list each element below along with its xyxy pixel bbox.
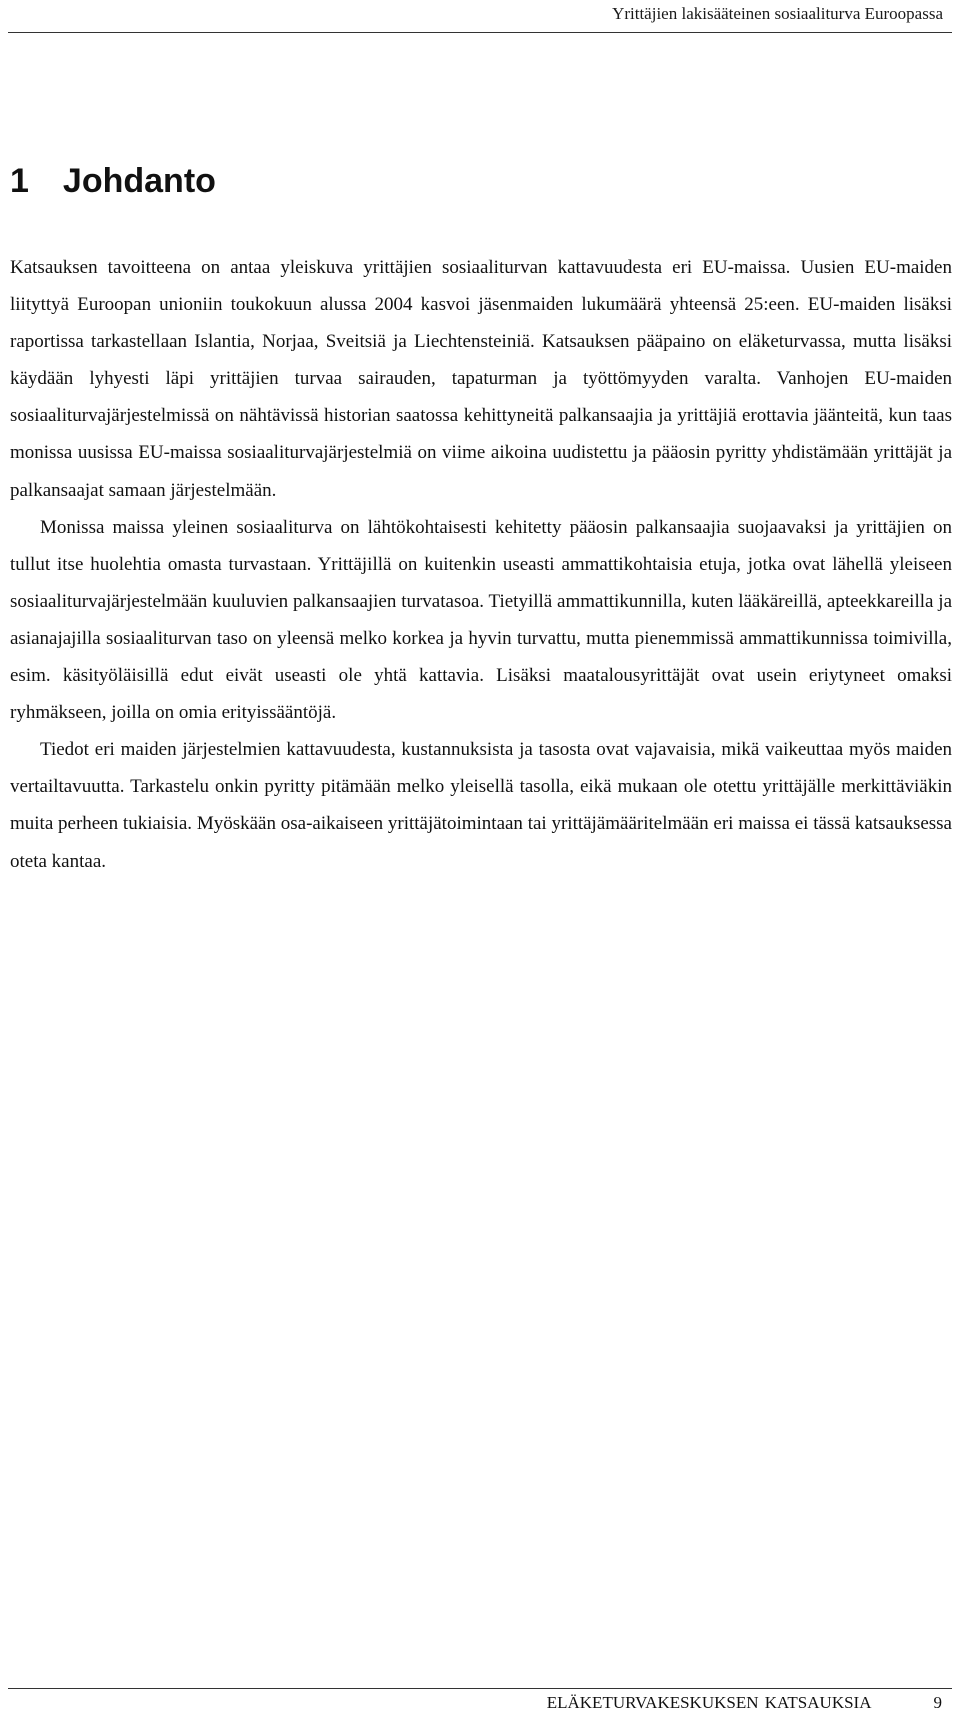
header-rule (8, 32, 952, 33)
paragraph-1: Katsauksen tavoitteena on antaa yleiskuva yrittäjien sosiaaliturvan kattavuudesta eri EU-maissa. Uusien EU-maiden liityttyä Euroopan unioniin toukokuun alussa 2004 kasvoi jäsenmaiden lukumäärä yhteensä 25:een. EU-maiden lisäksi raportissa tarkastellaan Islantia, Norjaa, Sveitsiä ja Liechtensteiniä. Katsauksen pääpaino on eläketurvassa, mutta lisäksi käydään lyhyesti läpi yrittäjien turvaa sairauden, tapaturman ja työttömyyden varalta. Vanhojen EU-maiden sosiaaliturvajärjestelmissä on nähtävissä historian saatossa kehittyneitä palkansaajia ja yrittäjiä erottavia jäänteitä, kun taas monissa uusissa EU-maissa sosiaaliturvajärjestelmiä on viime aikoina uudistettu ja pääosin pyritty yhdistämään yrittäjät ja palkansaajat samaan järjestelmään. (10, 257, 952, 501)
chapter-title-text: Johdanto (62, 162, 216, 200)
page-number: 9 (933, 1693, 942, 1712)
footer-text (547, 1689, 942, 1717)
chapter-number: 1 (10, 162, 29, 200)
running-footer (8, 1688, 952, 1712)
paragraph-2: Monissa maissa yleinen sosiaaliturva on lähtökohtaisesti kehitetty pääosin palkansaajia suojaavaksi ja yrittäjien on tullut itse huolehtia omasta turvastaan. Yrittäjillä on kuitenkin useasti ammattikohtaisia etuja, jotka ovat lähellä yleiseen sosiaaliturvajärjestelmään kuuluvien palkansaajien turvatasoa. Tietyillä ammattikunnilla, kuten lääkäreillä, apteekkareilla ja asianajajilla sosiaaliturvan taso on yleensä melko korkea ja hyvin turvattu, mutta pienemmissä ammattikunnissa toimivilla, esim. käsityöläisillä edut eivät useasti ole yhtä kattavia. Lisäksi maatalousyrittäjät ovat usein eriytyneet omaksi ryhmäkseen, joilla on omia erityissääntöjä. (10, 516, 952, 724)
running-header: Yrittäjien lakisääteinen sosiaaliturva Euroopassa (612, 4, 943, 23)
publication-name: ELÄKETURVAKESKUKSEN KATSAUKSIA (546, 1693, 872, 1712)
paragraph-3: Tiedot eri maiden järjestelmien kattavuudesta, kustannuksista ja tasosta ovat vajavaisia, mikä vaikeuttaa myös maiden vertailtavuutta. Tarkastelu onkin pyritty pitämään melko yleisellä tasolla, eikä mukaan ole otettu yrittäjälle merkittäviäkin muita perheen tukiaisia. Myöskään osa-aikaiseen yrittäjätoimintaan tai yrittäjämääritelmään eri maissa ei tässä katsauksessa oteta kantaa. (10, 739, 952, 872)
body-text (10, 249, 952, 880)
chapter-title (10, 160, 216, 202)
